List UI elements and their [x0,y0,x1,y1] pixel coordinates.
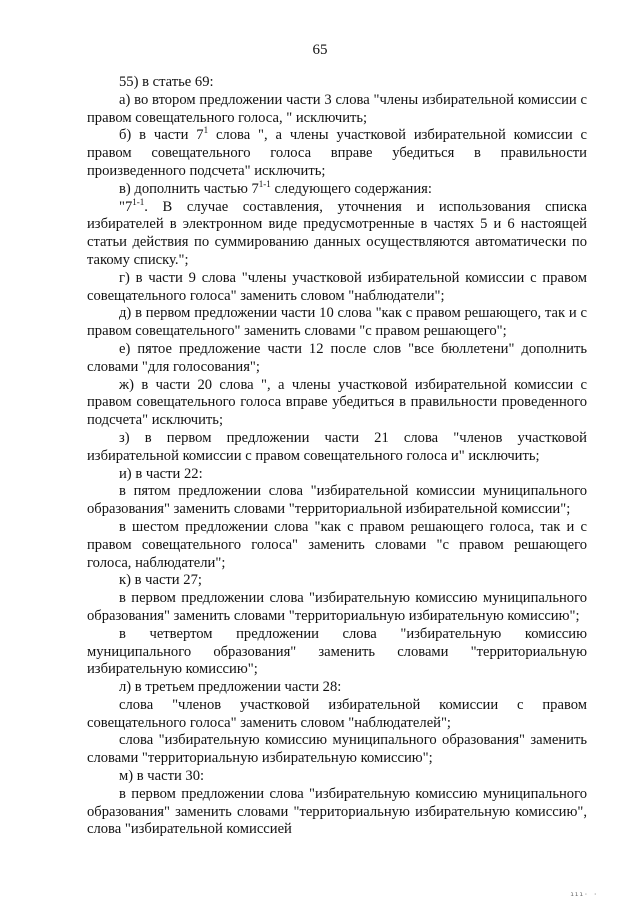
document-body [87,74,587,839]
paragraph-item-d: д) в первом предложении части 10 слова "как с правом решающего, так и с правом совещательного" заменить словами "с правом решающего"; [87,305,587,340]
paragraph-article-69-heading: 55) в статье 69: [119,74,214,90]
paragraph-item-v [87,178,587,199]
paragraph-item-l-words-1: слова "членов участковой избирательной комиссии с правом совещательного голоса" заменить словом "наблюдателей"; [87,696,587,731]
paragraph-item-zh: ж) в части 20 слова ", а члены участковой избирательной комиссии с правом совещательного голоса вправе убедиться в правильности проведенного подсчета" исключить; [87,376,587,429]
paragraph-item-k: к) в части 27; [119,572,202,589]
paragraph-item-k-first-sentence: в первом предложении слова "избирательную комиссию муниципального образования" заменить словами "территориальную избирательную комиссию"; [87,590,587,624]
paragraph-item-b [87,127,587,180]
page-number: 65 [312,42,328,58]
paragraph-item-e: е) пятое предложение части 12 после слов "все бюллетени" дополнить словами "для голосования"; [87,340,587,375]
paragraph-item-v-pre: в) дополнить частью 7 [119,180,259,197]
paragraph-item-b-post: слова ", а члены участковой избирательной комиссии с правом совещательного голоса вправе убедиться в правильности произведенного подсчета" исключить; [87,127,587,179]
paragraph-item-i: и) в части 22: [119,465,203,482]
paragraph-item-l: л) в третьем предложении части 28: [119,679,342,696]
superscript-1-1: 1-1 [258,178,271,189]
paragraph-item-z: з) в первом предложении части 21 слова "членов участковой избирательной комиссии с правом совещательного голоса и" исключить; [87,429,587,464]
footer-scan-mark: ııı· · [570,891,598,898]
paragraph-item-i-fifth-sentence: в пятом предложении слова "избирательной комиссии муниципального образования" заменить словами "территориальной избирательной комиссии"; [87,483,587,518]
paragraph-item-i-sixth-sentence: в шестом предложении слова "как с правом решающего голоса, так и с правом совещательного голоса" заменить словами "с правом решающего голоса, наблюдатели"; [87,518,587,571]
paragraph-new-part-7-1-1 [87,196,587,270]
paragraph-item-k-fourth-sentence: в четвертом предложении слова "избирательную комиссию муниципального образования" заменить словами "территориальную избирательную комиссию"; [87,625,587,678]
paragraph-item-m-first-sentence: в первом предложении слова "избирательную комиссию муниципального образования" заменить словами "территориальную избирательную комиссию", слова "избирательной комиссией [87,785,587,838]
superscript-1: 1 [203,125,209,136]
paragraph-item-a: а) во втором предложении части 3 слова "члены избирательной комиссии с правом совещательного голоса, " исключить; [87,91,587,126]
paragraph-item-l-words-2: слова "избирательную комиссию муниципального образования" заменить словами "территориальную избирательную комиссию"; [87,732,587,767]
paragraph-item-b-pre: б) в части 7 [119,127,204,144]
paragraph-item-g: г) в части 9 слова "члены участковой избирательной комиссии с правом совещательного голоса" заменить словом "наблюдатели"; [87,269,587,304]
paragraph-item-m: м) в части 30: [119,768,205,785]
paragraph-new-part-post: . В случае составления, уточнения и использования списка избирателей в электронном виде предусмотренные в частях 5 и 6 настоящей статьи действия по суммированию данных осуществляются автоматически по такому списку."; [87,198,587,268]
paragraph-new-part-pre: "7 [119,198,133,215]
paragraph-item-v-post: следующего содержания: [270,180,432,197]
superscript-1-1-second: 1-1 [132,196,145,207]
